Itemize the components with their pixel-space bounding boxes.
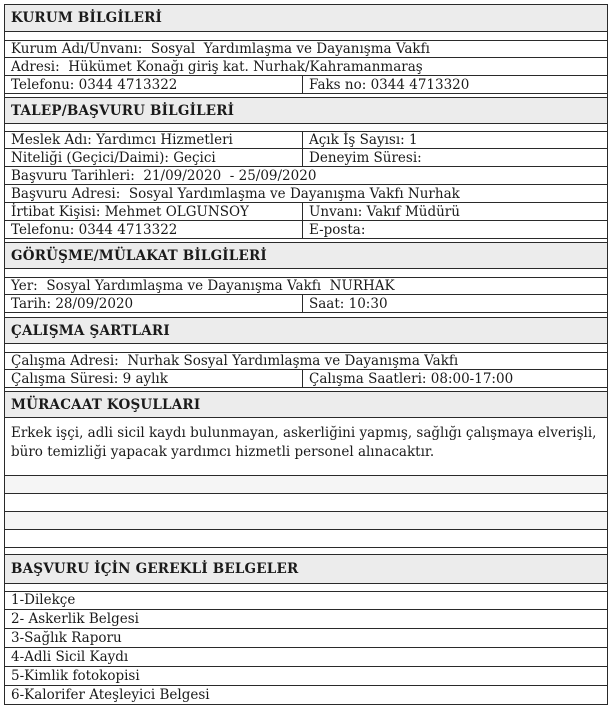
kurum-faks-label: Faks no: (309, 77, 367, 93)
kurum-adres-value: Hükümet Konağı giriş kat. Nurhak/Kahramanmaraş (68, 59, 423, 75)
section-kurum-title: KURUM BİLGİLERİ (11, 10, 163, 26)
section-gorusme-header (5, 242, 607, 269)
kurum-telefon-label: Telefonu: (11, 77, 75, 93)
section-talep-title: TALEP/BAŞVURU BİLGİLERİ (11, 102, 235, 119)
row-irtibat (5, 203, 607, 221)
calisma-sure-value: 9 aylık (122, 371, 168, 387)
section-muracaat-header (5, 391, 607, 418)
irtibat-label: İrtibat Kişisi: (11, 204, 101, 220)
meslek-label: Meslek Adı: (11, 132, 92, 148)
row-tarih-saat (5, 295, 607, 313)
row-kurum-telefon (5, 76, 607, 94)
kurum-telefon-value: 0344 4713322 (78, 77, 178, 93)
tarih-value: 28/09/2020 (55, 296, 134, 312)
row-kurum-adres (5, 58, 607, 76)
row-calisma-adres (5, 352, 607, 370)
blank-row (5, 476, 607, 494)
saat-label: Saat: (309, 296, 345, 312)
row-talep-telefon (5, 221, 607, 239)
spacer (5, 584, 607, 591)
meslek-value: Yardımcı Hizmetleri (96, 132, 233, 148)
kurum-adi-label: Kurum Adı/Unvanı: (11, 41, 143, 57)
section-muracaat-title: MÜRACAAT KOŞULLARI (11, 396, 201, 413)
kurum-adi-value: Sosyal Yardımlaşma ve Dayanışma Vakfı (150, 41, 430, 57)
acik-is-value: 1 (408, 132, 418, 148)
section-belgeler-title: BAŞVURU İÇİN GEREKLİ BELGELER (11, 561, 299, 577)
belge-item: 5-Kimlik fotokopisi (5, 667, 607, 686)
row-calisma-sure (5, 370, 607, 388)
belge-item: 4-Adli Sicil Kaydı (5, 648, 607, 667)
muracaat-text: Erkek işçi, adli sicil kaydı bulunmayan, askerliğini yapmış, sağlığı çalışmaya elverişli, büro temizliği yapacak yardımcı hizmetli personel alınacaktır. (5, 418, 607, 476)
section-belgeler-header (5, 554, 607, 584)
saat-value: 10:30 (348, 296, 388, 312)
deneyim-label: Deneyim Süresi: (309, 150, 422, 166)
talep-telefon-label: Telefonu: (11, 222, 75, 238)
row-basvuru-tarih (5, 167, 607, 185)
row-yer (5, 277, 607, 295)
calisma-adres-value: Nurhak Sosyal Yardımlaşma ve Dayanışma Vakfı (127, 353, 459, 369)
kurum-adres-label: Adresi: (11, 59, 60, 75)
section-calisma-header (5, 317, 607, 344)
row-niteligi (5, 149, 607, 167)
application-form (4, 4, 608, 705)
belge-item: 2- Askerlik Belgesi (5, 610, 607, 629)
spacer (5, 269, 607, 277)
talep-telefon-value: 0344 4713322 (78, 222, 178, 238)
section-talep-header (5, 97, 607, 124)
calisma-sure-label: Çalışma Süresi: (11, 371, 119, 387)
row-basvuru-adres (5, 185, 607, 203)
acik-is-label: Açık İş Sayısı: (309, 132, 405, 148)
belge-item: 1-Dilekçe (5, 591, 607, 610)
blank-row (5, 512, 607, 530)
row-kurum-adi (5, 40, 607, 58)
calisma-adres-label: Çalışma Adresi: (11, 353, 119, 369)
spacer (5, 32, 607, 40)
yer-value: Sosyal Yardımlaşma ve Dayanışma Vakfı NURHAK (46, 278, 395, 294)
basvuru-tarih-value: 21/09/2020 - 25/09/2020 (143, 168, 317, 184)
row-meslek (5, 131, 607, 149)
blank-row (5, 530, 607, 548)
spacer (5, 344, 607, 352)
yer-label: Yer: (11, 278, 38, 294)
calisma-saatleri-value: 08:00-17:00 (430, 371, 514, 387)
unvani-label: Unvanı: (309, 204, 363, 220)
unvani-value: Vakıf Müdürü (366, 204, 460, 220)
tarih-label: Tarih: (11, 296, 52, 312)
eposta-label: E-posta: (309, 222, 366, 238)
niteligi-label: Niteliği (Geçici/Daimi): (11, 150, 169, 166)
kurum-faks-value: 0344 4713320 (370, 77, 470, 93)
section-calisma-title: ÇALIŞMA ŞARTLARI (11, 322, 170, 339)
spacer (5, 124, 607, 131)
basvuru-adres-label: Başvuru Adresi: (11, 186, 121, 202)
basvuru-adres-value: Sosyal Yardımlaşma ve Dayanışma Vakfı Nurhak (128, 186, 460, 202)
basvuru-tarih-label: Başvuru Tarihleri: (11, 168, 135, 184)
section-kurum-header (5, 4, 607, 32)
calisma-saatleri-label: Çalışma Saatleri: (309, 371, 427, 387)
belge-item: 3-Sağlık Raporu (5, 629, 607, 648)
section-gorusme-title: GÖRÜŞME/MÜLAKAT BİLGİLERİ (11, 247, 267, 264)
niteligi-value: Geçici (173, 150, 216, 166)
blank-row (5, 494, 607, 512)
belge-item: 6-Kalorifer Ateşleyici Belgesi (5, 686, 607, 705)
irtibat-value: Mehmet OLGUNSOY (104, 204, 249, 220)
